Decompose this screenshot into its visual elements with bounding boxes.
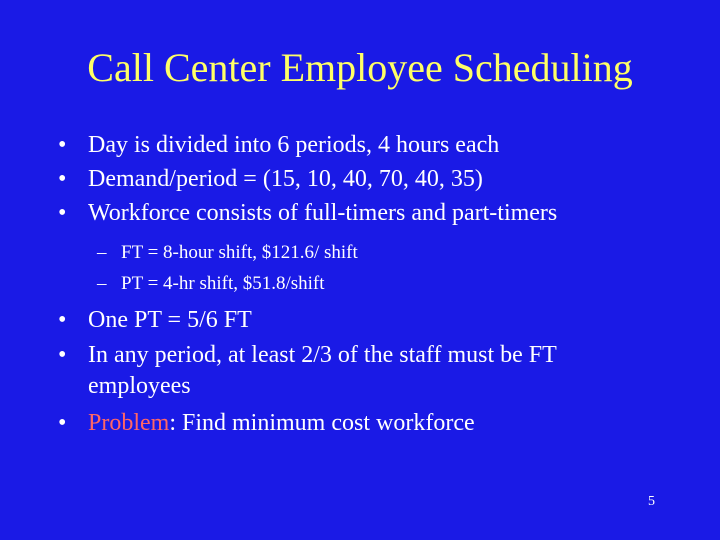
sub-bullet-item [97, 240, 358, 265]
bullet-dot: • [58, 307, 67, 333]
bullet-continuation [88, 371, 191, 402]
sub-bullet-text: FT = 8-hour shift, $121.6/ shift [121, 242, 358, 263]
bullet-text: One PT = 5/6 FT [88, 307, 252, 333]
bullet-text: Demand/period = (15, 10, 40, 70, 40, 35) [88, 166, 483, 192]
sub-bullet-dash: – [97, 242, 107, 263]
bullet-item [58, 130, 500, 161]
bullet-item [58, 408, 475, 439]
bullet-text: Workforce consists of full-timers and part-timers [88, 200, 558, 226]
bullet-dot: • [58, 410, 67, 436]
bullet-item [58, 305, 252, 336]
slide-title: Call Center Employee Scheduling [87, 45, 633, 90]
bullet-dot: • [58, 166, 67, 192]
sub-bullet-item [97, 271, 325, 296]
bullet-dot: • [58, 132, 67, 158]
bullet-dot: • [58, 342, 67, 368]
bullet-text: In any period, at least 2/3 of the staff must be FT [88, 342, 557, 368]
page-number: 5 [648, 494, 655, 509]
bullet-item [58, 340, 557, 371]
bullet-item [58, 198, 558, 229]
bullet-dot: • [58, 200, 67, 226]
problem-text: : Find minimum cost workforce [169, 410, 475, 436]
problem-label: Problem [88, 410, 170, 436]
bullet-item [58, 164, 483, 195]
sub-bullet-dash: – [97, 273, 107, 294]
bullet-text: employees [88, 373, 191, 399]
bullet-text: Day is divided into 6 periods, 4 hours each [88, 132, 500, 158]
sub-bullet-text: PT = 4-hr shift, $51.8/shift [121, 273, 325, 294]
